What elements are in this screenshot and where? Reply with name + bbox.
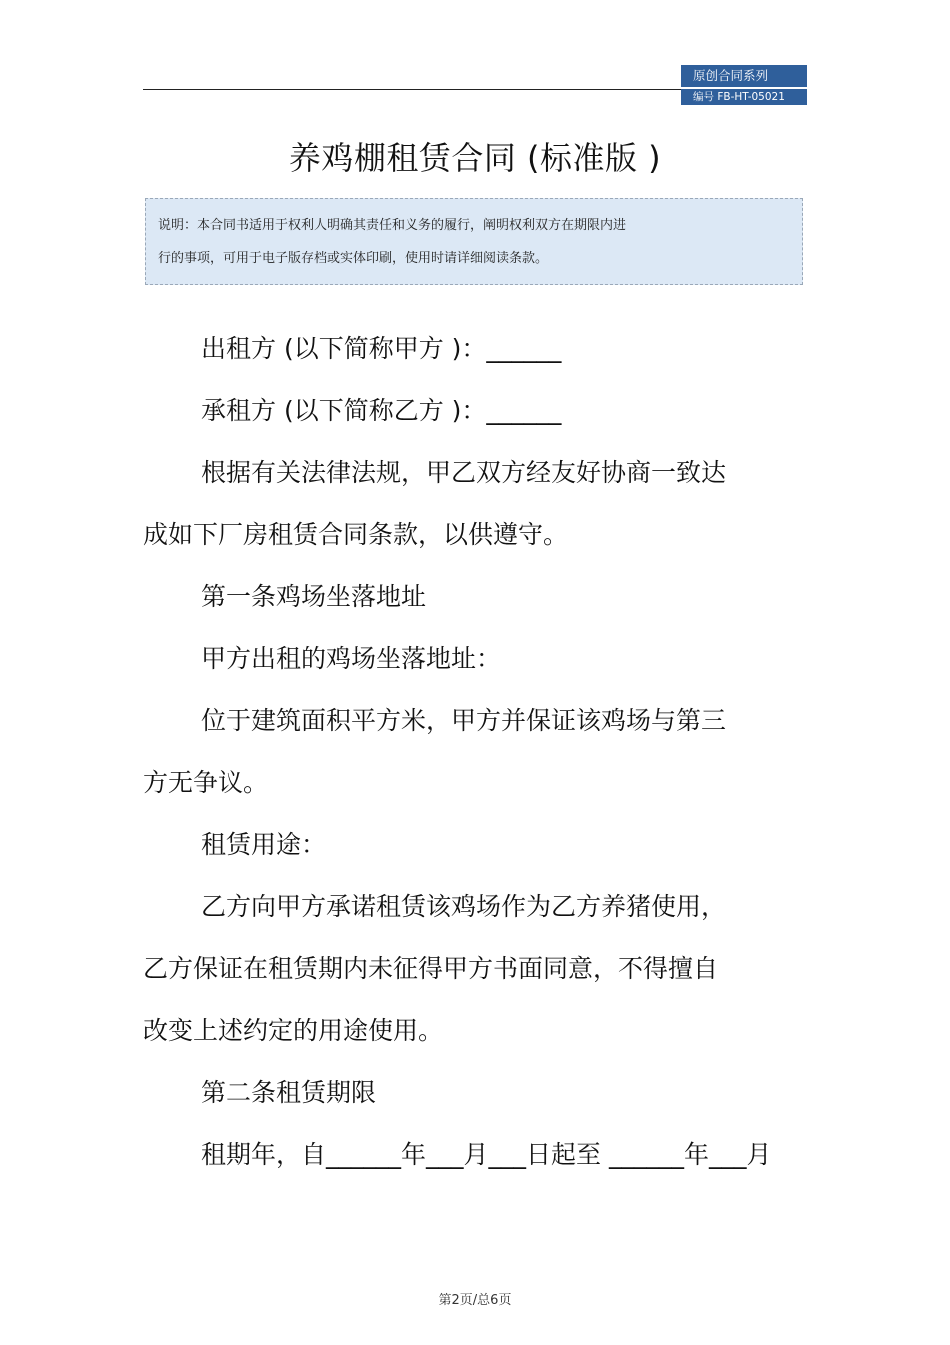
contract-body [143,318,808,1186]
lessee-line: 承租方 (以下简称乙方 )：______ [201,396,562,425]
purpose-line-3: 改变上述约定的用途使用。 [143,1016,444,1045]
series-badge [681,65,807,105]
usage-note-box [145,198,803,285]
term-line: 租期年，自______年___月___日起至 ______年___月 [201,1140,772,1169]
page-indicator: 第2页/总6页 [438,1293,512,1308]
address-label: 甲方出租的鸡场坐落地址： [201,644,502,673]
series-code: 编号 FB-HT-05021 [681,89,807,105]
lessor-line: 出租方 (以下简称甲方 )：______ [201,334,562,363]
purpose-line-1: 乙方向甲方承诺租赁该鸡场作为乙方养猪使用， [201,892,727,921]
preamble-line-2: 成如下厂房租赁合同条款，以供遵守。 [143,520,569,549]
area-line-1: 位于建筑面积平方米，甲方并保证该鸡场与第三 [201,706,727,735]
preamble-line-1: 根据有关法律法规，甲乙双方经友好协商一致达 [201,458,727,487]
purpose-label: 租赁用途： [201,830,327,859]
article-1-heading: 第一条鸡场坐落地址 [201,582,427,611]
document-title: 养鸡棚租赁合同 (标准版 ) [288,139,662,177]
series-title: 原创合同系列 [681,65,807,87]
usage-note-line-2: 行的事项，可用于电子版存档或实体印刷，使用时请详细阅读条款。 [158,251,549,266]
usage-note-line-1: 说明：本合同书适用于权利人明确其责任和义务的履行，阐明权利双方在期限内进 [158,218,627,233]
area-line-2: 方无争议。 [143,768,269,797]
article-2-heading: 第二条租赁期限 [201,1078,377,1107]
header-rule [143,89,681,90]
purpose-line-2: 乙方保证在租赁期内未征得甲方书面同意，不得擅自 [143,954,719,983]
